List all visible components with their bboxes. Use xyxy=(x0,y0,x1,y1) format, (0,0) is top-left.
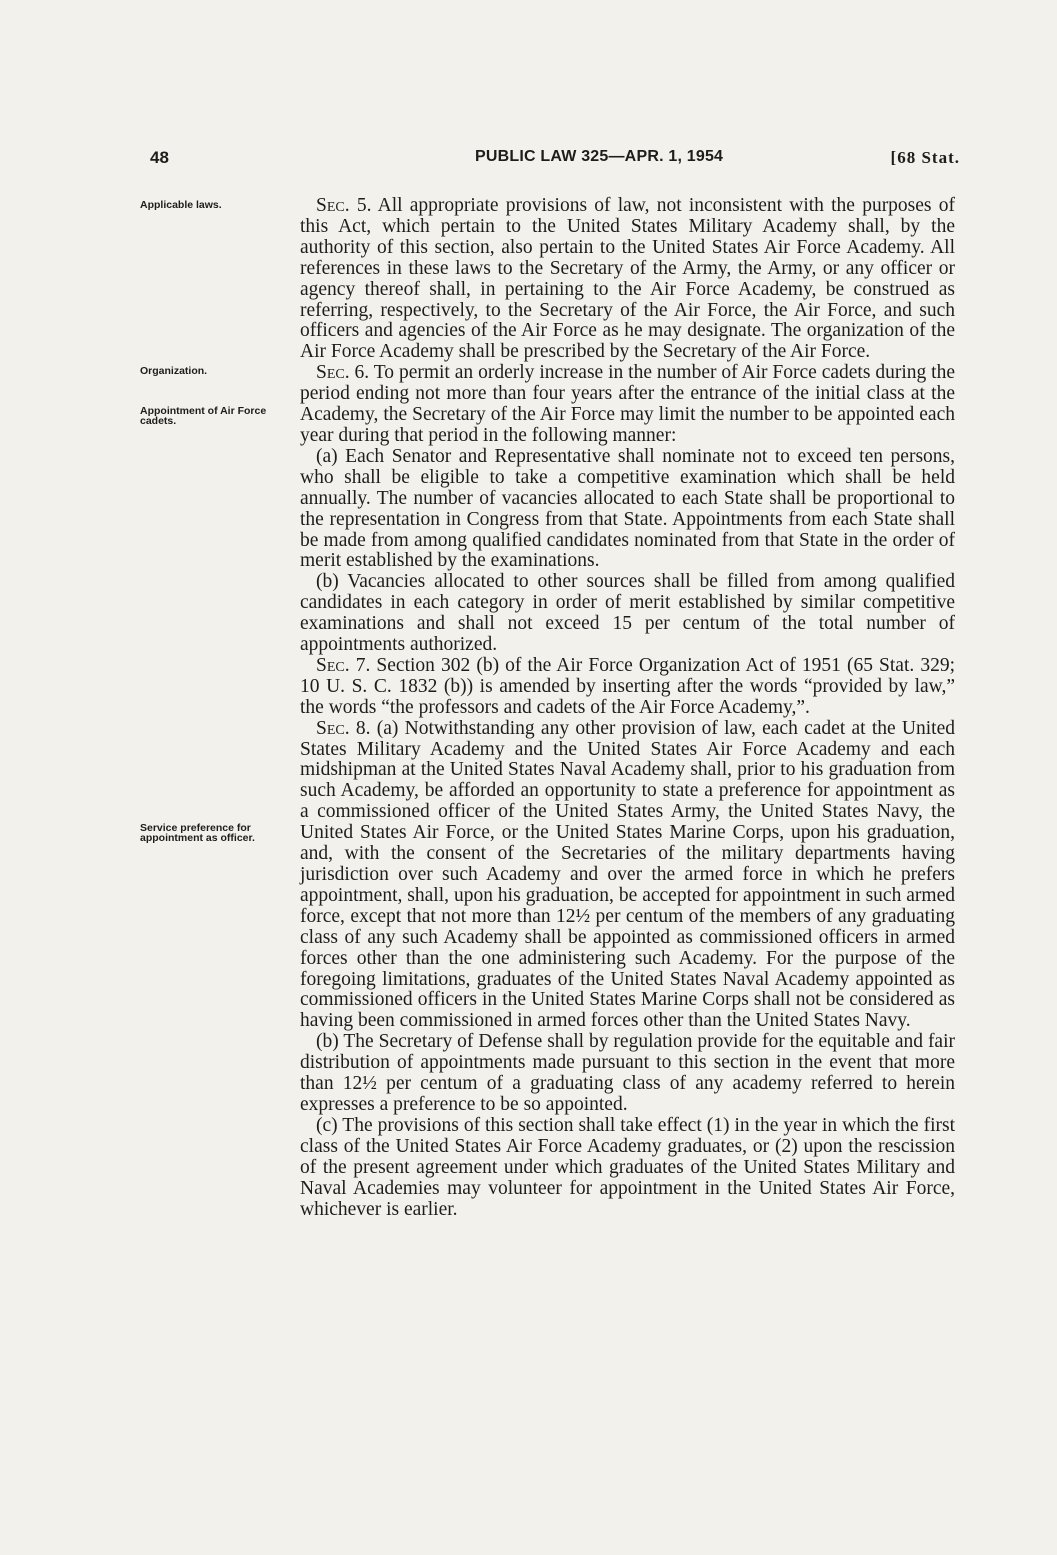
section-5-text: All appropriate provisions of law, not inconsistent with the purposes of this Act, which pertain to the United States Military Academy shall, by the authority of this section, also pertain to the United States Air Force Academy. All references in these laws to the Secretary of the Army, the Army, or any officer or agency thereof shall, in pertaining to the Air Force Academy, be construed as referring, respectively, to the Secretary of the Air Force, the Air Force, and such officers and agencies of the Air Force as he may designate. The organization of the Air Force Academy shall be prescribed by the Secretary of the Air Force. xyxy=(300,195,955,363)
statute-reference: [68 Stat. xyxy=(890,148,960,167)
section-7-label: Sec. 7. xyxy=(316,654,371,676)
margin-note-service-preference: Service preference for appointment as officer. xyxy=(140,822,255,844)
section-7-text: Section 302 (b) of the Air Force Organization Act of 1951 (65 Stat. 329; 10 U. S. C. 1832 (b)) is amended by inserting after the words “provided by law,” the words “the professors and cadets of the Air Force Academy,”. xyxy=(300,654,956,718)
section-8-c: (c) The provisions of this section shall take effect (1) in the year in which the first class of the United States Air Force Academy graduates, or (2) upon the rescission of the present agreement under which graduates of the United States Military and Naval Academies may volunteer for appointment in the United States Air Force, whichever is earlier. xyxy=(300,1114,955,1220)
section-6-text: To permit an orderly increase in the number of Air Force cadets during the period ending not more than four years after the entrance of the initial class at the Academy, the Secretary of the Air Force may limit the number to be appointed each year during that period in the following manner: xyxy=(300,362,955,446)
section-8-label: Sec. 8. xyxy=(316,717,371,739)
section-6 xyxy=(300,363,955,447)
section-8-a xyxy=(300,719,955,1033)
page-number: 48 xyxy=(150,148,169,167)
section-7 xyxy=(300,656,955,719)
margin-note-organization: Organization. xyxy=(140,365,208,377)
margin-note-appointment: Appointment of Air Force cadets. xyxy=(140,405,267,427)
body-text xyxy=(300,196,955,1220)
section-6-a: (a) Each Senator and Representative shall nominate not to exceed ten persons, who shall be eligible to take a competitive examination which shall be held annually. The number of vacancies allocated to each State shall be proportional to the representation in Congress from that State. Appointments from each State shall be made from among qualified candidates nominated from that State in the order of merit established by the examinations. xyxy=(300,445,955,572)
page-header xyxy=(150,148,960,172)
margin-note-applicable-laws: Applicable laws. xyxy=(140,199,222,211)
section-5-label: Sec. 5. xyxy=(316,195,372,216)
running-title: PUBLIC LAW 325—APR. 1, 1954 xyxy=(475,148,724,165)
section-6-label: Sec. 6. xyxy=(316,362,370,384)
section-5 xyxy=(300,196,955,363)
section-8-a-text: (a) Notwithstanding any other provision of law, each cadet at the United States Military Academy and the United States Air Force Academy and each midshipman at the United States Naval Academy shall, prior to his graduation from such Academy, be afforded an opportunity to state a preference for appointment as a commissioned officer of the United States Army, the United States Navy, the United States Air Force, or the United States Marine Corps, upon his graduation, and, with the consent of the Secretaries of the military departments having jurisdiction over such Academy and over the armed force in which he prefers appointment, shall, upon his graduation, be accepted for appointment in such armed force, except that not more than 12½ per centum of the members of any graduating class of any such Academy shall be appointed as commissioned officers in armed forces other than the one administering such Academy. For the purpose of the foregoing limitations, graduates of the United States Naval Academy appointed as commissioned officers in the United States Marine Corps shall not be considered as having been commissioned in armed forces other than the United States Navy. xyxy=(300,717,955,1032)
section-8-b: (b) The Secretary of Defense shall by regulation provide for the equitable and fair distribution of appointments made pursuant to this section in the event that more than 12½ per centum of a graduating class of any academy referred to herein expresses a preference to be so appointed. xyxy=(300,1031,955,1115)
section-6-b: (b) Vacancies allocated to other sources shall be filled from among qualified candidates in each category in order of merit established by similar competitive examinations and shall not exceed 15 per centum of the total number of appointments authorized. xyxy=(300,571,955,656)
